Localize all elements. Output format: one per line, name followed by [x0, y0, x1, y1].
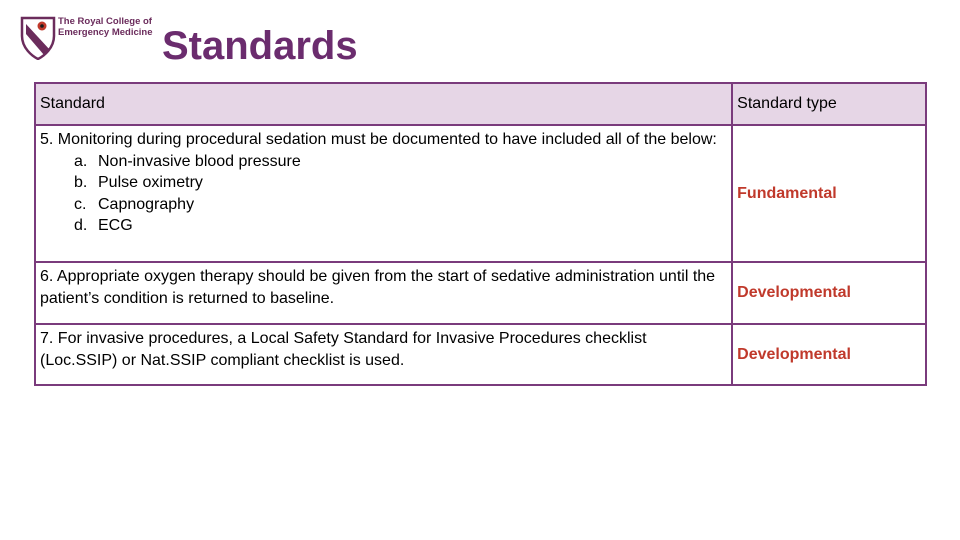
table-header-row [35, 83, 926, 125]
standard-text: 7. For invasive procedures, a Local Safety Standard for Invasive Procedures checklist (Loc.SSIP) or Nat.SSIP compliant checklist is used. [40, 330, 647, 369]
standard-type-label: Developmental [737, 284, 851, 302]
standard-cell [35, 125, 732, 262]
rcem-logo [20, 14, 153, 62]
list-item-text: Pulse oximetry [98, 174, 203, 191]
list-marker: c. [74, 195, 87, 213]
logo-line-1: The Royal College of [58, 16, 152, 27]
standard-type-label: Developmental [737, 345, 851, 363]
list-item [74, 194, 727, 216]
standard-cell [35, 324, 732, 385]
logo-line-2: Emergency Medicine [58, 27, 153, 38]
list-item-text: Capnography [98, 195, 195, 213]
standard-type-label: Fundamental [737, 184, 837, 202]
list-item [74, 172, 727, 194]
page-title: Standards [162, 24, 358, 68]
list-marker: a. [74, 152, 88, 170]
standard-text: 5. Monitoring during procedural sedation must be documented to have included all of the below: [40, 131, 717, 148]
list-item-text: ECG [98, 217, 133, 234]
list-item [74, 151, 727, 173]
list-item [74, 215, 727, 237]
standard-type-cell [732, 125, 926, 262]
standard-type-cell [732, 262, 926, 324]
column-header-standard: Standard [35, 83, 732, 125]
logo-text [58, 16, 153, 38]
list-item-text: Non-invasive blood pressure [98, 152, 301, 170]
standards-table [34, 82, 927, 386]
standard-text: 6. Appropriate oxygen therapy should be given from the start of sedative administration until the patient’s condition is returned to baseline. [40, 268, 716, 307]
criteria-list [40, 151, 727, 237]
list-marker: d. [74, 217, 88, 234]
rcem-shield-icon [20, 14, 56, 60]
table-row [35, 262, 926, 324]
standard-type-cell [732, 324, 926, 385]
table-row [35, 125, 926, 262]
list-marker: b. [74, 174, 88, 191]
standard-cell [35, 262, 732, 324]
table-row [35, 324, 926, 385]
column-header-standard-type: Standard type [732, 83, 926, 125]
